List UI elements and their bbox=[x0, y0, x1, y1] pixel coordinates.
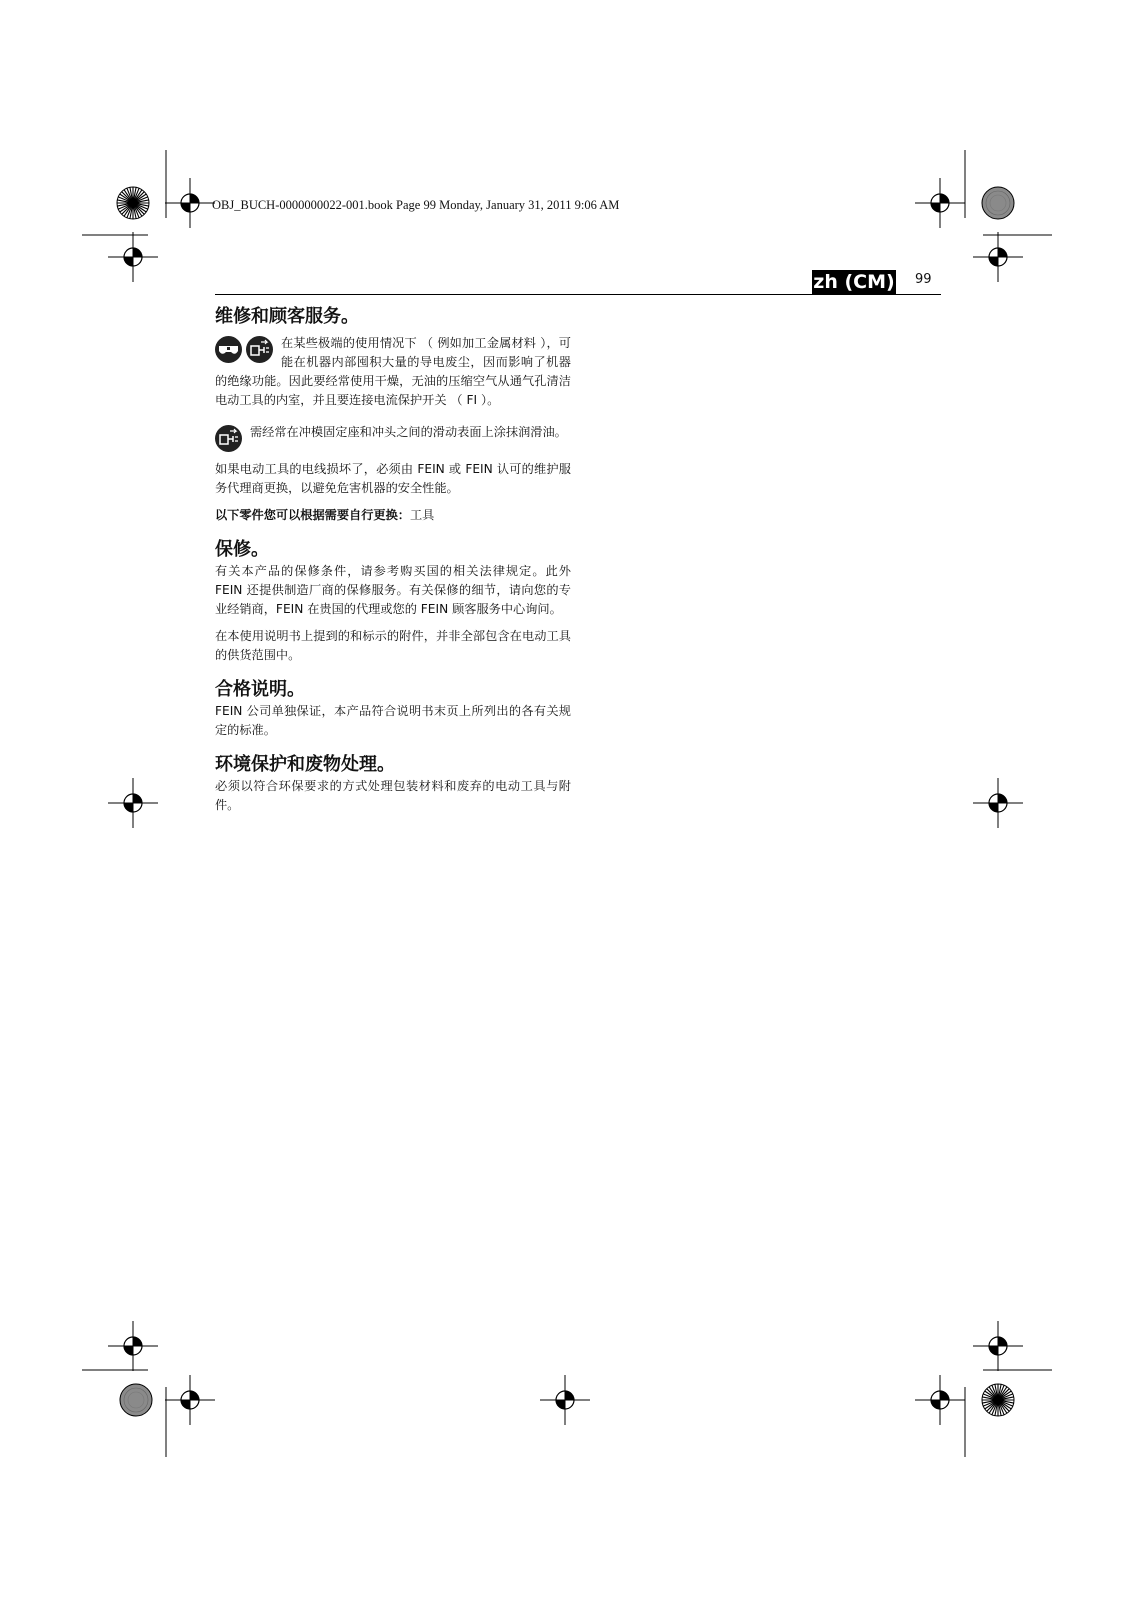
section-title-warranty: 保修。 bbox=[215, 539, 269, 560]
safety-goggles-icon bbox=[215, 336, 242, 363]
service-paragraph-cable: 如果电动工具的电线损坏了，必须由 FEIN 或 FEIN 认可的维护服务代理商更换，以避免危害机器的安全性能。 bbox=[215, 462, 571, 495]
replaceable-parts-value: 工具 bbox=[410, 508, 435, 522]
print-file-info: OBJ_BUCH-0000000022-001.book Page 99 Monday, January 31, 2011 9:06 AM bbox=[212, 198, 620, 212]
section-title-service: 维修和顾客服务。 bbox=[215, 306, 359, 327]
unplug-icon bbox=[246, 336, 273, 363]
header-rule bbox=[215, 294, 941, 295]
service-paragraph-cleaning: 在某些极端的使用情况下 （ 例如加工金属材料 ），可能在机器内部囤积大量的导电废尘，因而影响了机器的绝缘功能。因此要经常使用干燥，无油的压缩空气从通气孔清洁电动工具的内室，并且要连接电流保护开关 （ FI ）。 bbox=[215, 336, 571, 407]
service-instruction-block bbox=[215, 334, 571, 410]
page-content bbox=[215, 305, 571, 815]
page-number: 99 bbox=[915, 272, 932, 287]
language-badge: zh (CM) bbox=[813, 271, 895, 293]
section-title-environment: 环境保护和废物处理。 bbox=[215, 754, 395, 775]
lubrication-instruction-block bbox=[215, 423, 571, 452]
replaceable-parts-line bbox=[215, 506, 571, 525]
replaceable-parts-label: 以下零件您可以根据需要自行更换： bbox=[215, 508, 410, 522]
section-title-conformity: 合格说明。 bbox=[215, 679, 305, 700]
warranty-paragraph-terms: 有关本产品的保修条件，请参考购买国的相关法律规定。此外 FEIN 还提供制造厂商的保修服务。有关保修的细节，请向您的专业经销商，FEIN 在贵国的代理或您的 FEIN 顾客服务中心询问。 bbox=[215, 564, 571, 616]
environment-paragraph: 必须以符合环保要求的方式处理包装材料和废弃的电动工具与附件。 bbox=[215, 779, 571, 812]
conformity-paragraph: FEIN 公司单独保证，本产品符合说明书末页上所列出的各有关规定的标准。 bbox=[215, 704, 571, 737]
unplug-icon bbox=[215, 425, 242, 452]
warranty-paragraph-accessories: 在本使用说明书上提到的和标示的附件，并非全部包含在电动工具的供货范围中。 bbox=[215, 629, 571, 662]
service-paragraph-lubrication: 需经常在冲模固定座和冲头之间的滑动表面上涂抹润滑油。 bbox=[250, 425, 567, 439]
